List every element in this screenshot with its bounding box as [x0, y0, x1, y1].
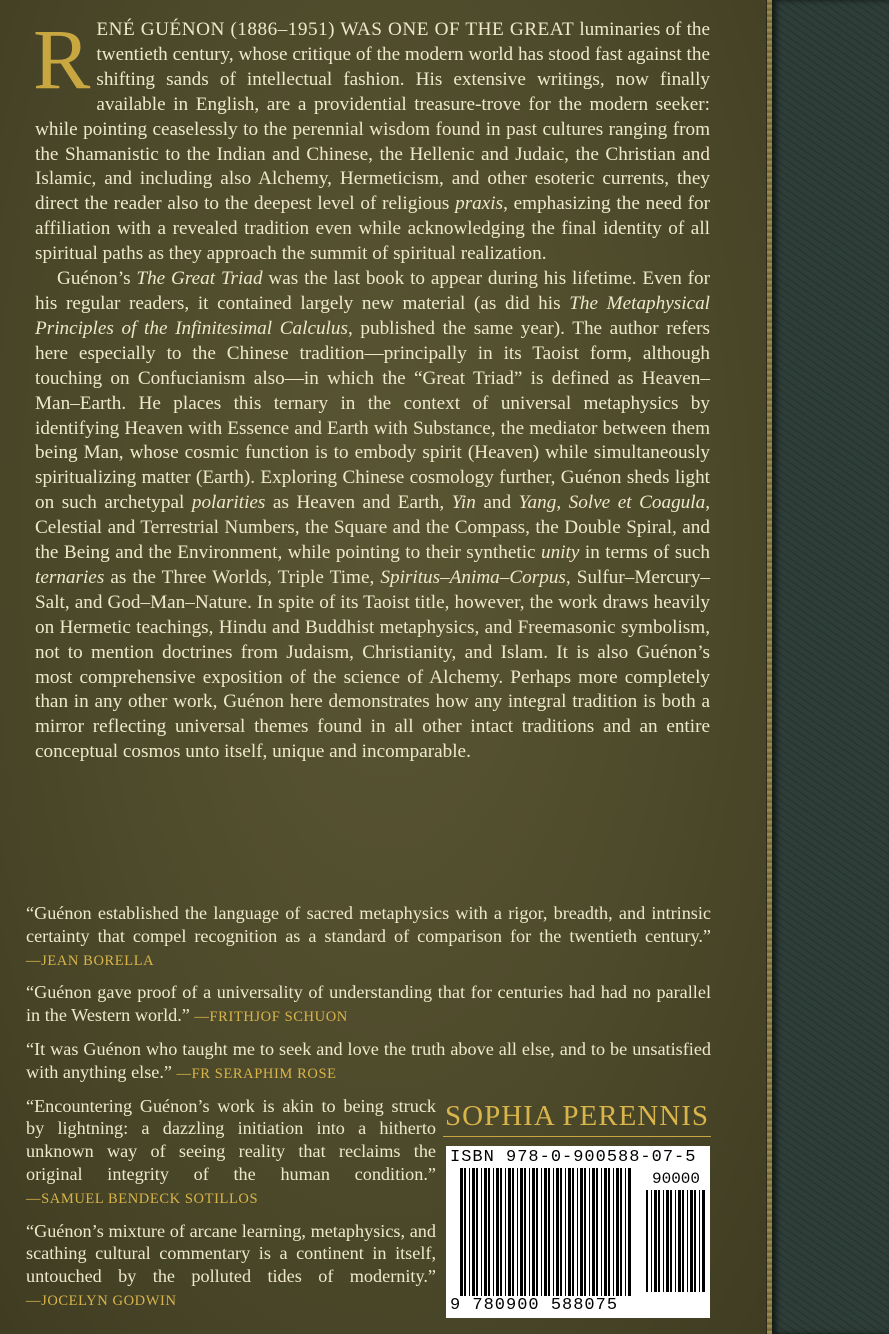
- barcode-bar: [682, 1190, 684, 1292]
- p2-spiritus: Spiritus–Anima–Corpus: [380, 566, 566, 588]
- description-text: [33, 11, 711, 765]
- p2-c: , published the same year). The author refers here especially to the Chinese tradition—principally in its Taoist form, although touching on Confucianism also—in which the “Great Triad” is defined as Heaven–Man–Earth. He places this ternary in the context of universal metaphysics by identifying Heaven with Essence and Earth with Substance, the mediator between them being Man, whose cosmic function is to embody spirit (Heaven) while simultaneously spiritualizing matter (Earth). Exploring Chinese cosmology further, Guénon sheds light on such archetypal: [35, 317, 710, 514]
- drop-cap: R: [33, 11, 91, 107]
- barcode-bar: [460, 1168, 463, 1296]
- barcode-bar: [548, 1168, 550, 1296]
- barcode-bar: [616, 1168, 619, 1296]
- barcode-bar: [476, 1168, 478, 1296]
- quote-author: —JOCELYN GODWIN: [26, 1292, 177, 1309]
- publisher-name: SOPHIA PERENNIS: [445, 1100, 709, 1132]
- barcode-bar: [596, 1168, 598, 1296]
- barcode-bar: [532, 1168, 535, 1296]
- other-book-title: The Metaphysical Principles of the Infinitesimal Calculus: [35, 292, 711, 339]
- barcode-bar: [654, 1190, 657, 1292]
- barcode-bar: [505, 1168, 506, 1296]
- p1-text: luminaries of the twentieth century, whose critique of the modern world has stood fast against the shifting sands of intellectual fashion. His extensive writings, now finally available in English, are a providential treasure-trove for the modern seeker: while pointing ceaselessly to the perennial wisdom found in past cultures ranging from the Shamanistic to the Indian and Chinese, the Hellenic and Judaic, the Christian and Islamic, and including also Alchemy, Hermeticism, and other esoteric currents, they direct the reader also to the deepest level of religious: [35, 19, 711, 215]
- barcode-bar: [565, 1168, 566, 1296]
- quote-author: —JEAN BORELLA: [26, 952, 155, 969]
- barcode-bar: [589, 1168, 590, 1296]
- barcode-bar: [651, 1190, 652, 1292]
- p2-h: , Sulfur–Mercury–Salt, and God–Man–Nature. In spite of its Taoist title, however, the work draws heavily on Hermetic teachings, Hindu and Buddhist metaphysics, and Freemasonic symbolism, not to mention doctrines from Judaism, Christianity, and Islam. It is also Guénon’s most comprehensive exposition of the science of Alchemy. Perhaps more completely than in any other work, Guénon here demonstrates how any integral tradition is both a mirror reflecting universal themes found in all other intact traditions and an entire conceptual cosmos unto itself, unique and incomparable.: [35, 566, 711, 763]
- barcode-bar: [469, 1168, 470, 1296]
- barcode-bar: [553, 1168, 554, 1296]
- barcode-bar: [670, 1190, 672, 1292]
- barcode-bar: [584, 1168, 586, 1296]
- barcode-bar: [694, 1190, 696, 1292]
- barcode-bar: [687, 1190, 688, 1292]
- barcode-bar: [592, 1168, 595, 1296]
- barcode-bar: [517, 1168, 518, 1296]
- quote-text: “Encountering Guénon’s work is akin to being struck by lightning: a dazzling initiation into a hitherto unknown way of seeing reality that reclaims the original integrity of the human condition.”: [26, 1095, 436, 1184]
- barcode-bar: [524, 1168, 526, 1296]
- addon-bars: [646, 1190, 706, 1292]
- barcode-bar: [646, 1190, 648, 1292]
- barcode-bar: [658, 1190, 660, 1292]
- barcode-bar: [496, 1168, 499, 1296]
- p2-g: as the Three Worlds, Triple Time,: [104, 566, 381, 588]
- p2-a: Guénon’s: [57, 268, 137, 290]
- barcode-bar: [620, 1168, 622, 1296]
- p1-praxis: praxis: [455, 193, 504, 215]
- barcode-bar: [481, 1168, 482, 1296]
- p1-end: , emphasizing the need for affiliation with a revealed tradition even while acknowledging the final identity of all spiritual paths as they approach the summit of spiritual realization.: [35, 193, 710, 265]
- quote-text: “Guénon gave proof of a universality of understanding that for centuries had had no parallel in the Western world.”: [26, 982, 711, 1026]
- isbn-label: ISBN 978-0-900588-07-5: [450, 1148, 697, 1167]
- barcode-bar: [628, 1168, 631, 1296]
- barcode-bar: [572, 1168, 574, 1296]
- p2-unity: unity: [541, 542, 580, 564]
- quote-godwin: [26, 1220, 436, 1313]
- quote-author: —SAMUEL BENDECK SOTILLOS: [26, 1190, 259, 1207]
- barcode-bar: [500, 1168, 502, 1296]
- quote-rose: [26, 1038, 711, 1086]
- p2-yin: Yin: [451, 492, 476, 514]
- spine-leather: [772, 0, 889, 1334]
- p2-ternaries: ternaries: [35, 566, 105, 588]
- p2-yang: Yang: [518, 492, 557, 514]
- barcode-bar: [678, 1190, 681, 1292]
- publisher-rule: [443, 1136, 711, 1137]
- p2-solve: Solve et Coagula: [568, 492, 706, 514]
- barcode-bar: [613, 1168, 614, 1296]
- barcode: [446, 1146, 710, 1318]
- barcode-digits: 9 780900 588075: [450, 1296, 619, 1315]
- barcode-bar: [580, 1168, 583, 1296]
- barcode-bar: [699, 1190, 700, 1292]
- p2-e: , Celestial and Terrestrial Numbers, the Square and the Compass, the Double Spiral, and the Being and the Environment, while pointing to their synthetic: [35, 492, 710, 564]
- p2-d: as Heaven and Earth,: [265, 492, 452, 514]
- p2-comma: ,: [556, 492, 569, 514]
- barcode-bar: [663, 1190, 664, 1292]
- paragraph-2: [35, 267, 710, 765]
- quote-text: “Guénon established the language of sacred metaphysics with a rigor, breadth, and intrinsic certainty that compel recognition as a standard of comparison for the twentieth century.”: [26, 903, 711, 946]
- quote-author: —FR SERAPHIM ROSE: [176, 1065, 337, 1082]
- quote-sotillos: [26, 1095, 436, 1211]
- barcode-bar: [464, 1168, 466, 1296]
- barcode-bar: [536, 1168, 538, 1296]
- barcode-bar: [520, 1168, 523, 1296]
- barcode-bar: [556, 1168, 559, 1296]
- p2-and: and: [475, 492, 519, 514]
- barcode-bar: [512, 1168, 514, 1296]
- barcode-bar: [472, 1168, 475, 1296]
- p2-b: was the last book to appear during his lifetime. Even for his regular readers, it contained largely new material (as did his: [35, 268, 711, 314]
- barcode-bar: [560, 1168, 562, 1296]
- barcode-bar: [508, 1168, 511, 1296]
- barcode-bar: [604, 1168, 607, 1296]
- barcode-bar: [625, 1168, 626, 1296]
- barcode-bar: [690, 1190, 693, 1292]
- quote-text: “It was Guénon who taught me to seek and love the truth above all else, and to be unsatisfied with anything else.”: [26, 1038, 711, 1082]
- quote-author: —FRITHJOF SCHUON: [194, 1009, 348, 1026]
- barcode-bar: [493, 1168, 494, 1296]
- p2-f: in terms of such: [579, 542, 710, 564]
- barcode-bar: [541, 1168, 542, 1296]
- barcode-bar: [608, 1168, 610, 1296]
- quote-schuon: [26, 981, 711, 1029]
- barcode-bar: [675, 1190, 676, 1292]
- barcode-bar: [484, 1168, 487, 1296]
- book-title: The Great Triad: [136, 268, 263, 290]
- barcode-bar: [702, 1190, 705, 1292]
- paragraph-1: [33, 11, 711, 267]
- p2-polarities: polarities: [191, 492, 266, 514]
- barcode-bar: [568, 1168, 571, 1296]
- barcode-bar: [666, 1190, 669, 1292]
- quote-text: “Guénon’s mixture of arcane learning, metaphysics, and scathing cultural commentary is a continent in itself, untouched by the polluted tides of modernity.”: [26, 1220, 436, 1287]
- barcode-bars: [460, 1168, 632, 1296]
- barcode-bar: [544, 1168, 547, 1296]
- price-addon-label: 90000: [652, 1170, 701, 1188]
- lead-in: ENÉ GUÉNON (1886–1951) WAS ONE OF THE GREAT: [96, 19, 575, 40]
- barcode-bar: [577, 1168, 578, 1296]
- barcode-bar: [529, 1168, 530, 1296]
- quote-borella: [26, 902, 711, 972]
- barcode-bar: [488, 1168, 490, 1296]
- barcode-bar: [601, 1168, 602, 1296]
